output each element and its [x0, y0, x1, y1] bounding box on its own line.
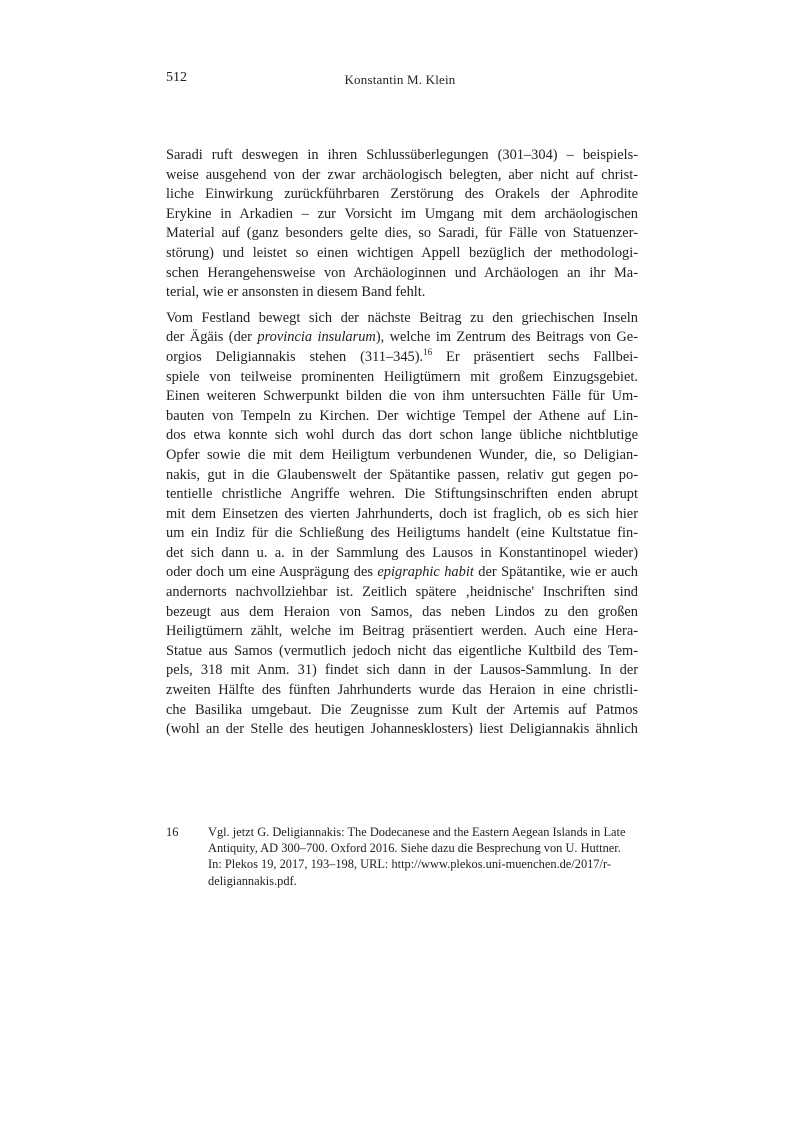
text-line: störung) und leistet so einen wichtigen Appell bezüglich der methodologi-: [166, 244, 638, 261]
text-line: mit dem Einsetzen des vierten Jahrhunderts, doch ist fraglich, ob es sich hier: [166, 505, 638, 522]
text-line: det sich dann u. a. in der Sammlung des Lausos in Konstantinopel wieder): [166, 544, 638, 561]
text-line: che Basilika umgebaut. Die Zeugnisse zum Kult der Artemis auf Patmos: [166, 701, 638, 718]
text-line: [166, 563, 638, 583]
text-line: nakis, gut in die Glaubenswelt der Spätantike passen, relativ gut gegen po-: [166, 466, 638, 483]
text-line: pels, 318 mit Anm. 31) findet sich dann in der Lausos-Sammlung. In der: [166, 662, 638, 679]
footnote-line: Antiquity, AD 300–700. Oxford 2016. Siehe dazu die Besprechung von U. Huttner.: [208, 841, 621, 856]
text-line: Opfer sowie die mit dem Heiligtum verbundenen Wunder, die, so Deligian-: [166, 446, 638, 463]
text-line: Statue aus Samos (vermutlich jedoch nicht das eigentliche Kultbild des Tem-: [166, 642, 638, 659]
text-line: Saradi ruft deswegen in ihren Schlussüberlegungen (301–304) – beispiels-: [166, 147, 638, 163]
text-line: liche Einwirkung zurückführbaren Zerstörung des Orakels der Aphrodite: [166, 186, 638, 203]
text-line: terial, wie er ansonsten in diesem Band fehlt.: [166, 284, 426, 301]
footnote-line: deligiannakis.pdf.: [208, 873, 297, 888]
text-line: Heiligtümern zählt, welche im Beitrag präsentiert werden. Auch eine Hera-: [166, 623, 638, 640]
text-run: der Ägäis (der: [166, 329, 258, 346]
footnote-number: 16: [166, 825, 179, 839]
italic-term: epigraphic habit: [377, 564, 474, 581]
text-run: orgios Deligiannakis stehen (311–345).: [166, 348, 424, 365]
text-run: Er präsentiert sechs Fallbei-: [432, 348, 638, 365]
text-line: bauten von Tempeln zu Kirchen. Der wichtige Tempel der Athene auf Lin-: [166, 407, 638, 424]
text-line: Material auf (ganz besonders gelte dies, so Saradi, für Fälle von Statuenzer-: [166, 225, 638, 242]
italic-term: provincia insularum: [257, 329, 376, 346]
footnote-line: In: Plekos 19, 2017, 193–198, URL: http://www.plekos.uni-muenchen.de/2017/r-: [208, 857, 611, 872]
text-line: um ein Indiz für die Schließung des Heiligtums handelt (eine Kultstatue fin-: [166, 525, 638, 542]
text-line: weise ausgehend von der zwar archäologisch belegten, aber nicht auf christ-: [166, 166, 638, 183]
footnote-line: Vgl. jetzt G. Deligiannakis: The Dodecanese and the Eastern Aegean Islands in Late: [208, 825, 626, 839]
text-line: schen Herangehensweise von Archäologinnen und Archäologen an ihr Ma-: [166, 264, 638, 281]
text-line: Vom Festland bewegt sich der nächste Beitrag zu den griechischen Inseln: [166, 309, 638, 326]
text-run: oder doch um eine Ausprägung des: [166, 564, 378, 581]
text-line: andernorts nachvollziehbar ist. Zeitlich spätere ‚heidnische' Inschriften sind: [166, 584, 638, 601]
text-line: dos etwa konnte sich wohl durch das dort schon lange übliche nichtblutige: [166, 427, 638, 444]
footnote-marker: 16: [423, 346, 433, 357]
text-line: (wohl an der Stelle des heutigen Johannesklosters) liest Deligiannakis ähnlich: [166, 721, 638, 738]
text-line: spiele von teilweise prominenten Heiligtümern mit großem Einzugsgebiet.: [166, 368, 638, 385]
text-line: [166, 328, 638, 348]
text-run: ), welche im Zentrum des Beitrags von Ge-: [375, 329, 638, 346]
text-line: Erykine in Arkadien – zur Vorsicht im Umgang mit dem archäologischen: [166, 205, 638, 222]
text-line: [166, 348, 638, 368]
footnote-text: [208, 824, 638, 889]
paragraph: [166, 146, 638, 303]
text-line: Einen weiteren Schwerpunkt bilden die von ihm untersuchten Fälle für Um-: [166, 388, 638, 405]
text-line: zweiten Hälfte des fünften Jahrhunderts wurde das Heraion in eine christli-: [166, 682, 638, 699]
main-text: [166, 146, 638, 740]
text-run: der Spätantike, wie er auch: [473, 564, 638, 581]
text-line: bezeugt aus dem Heraion von Samos, das neben Lindos zu den großen: [166, 603, 638, 620]
paragraph: [166, 309, 638, 740]
page-number: 512: [166, 70, 187, 85]
running-head: Konstantin M. Klein: [344, 72, 456, 87]
text-line: tentielle christliche Angriffe wehren. Die Stiftungsinschriften enden abrupt: [166, 486, 638, 503]
